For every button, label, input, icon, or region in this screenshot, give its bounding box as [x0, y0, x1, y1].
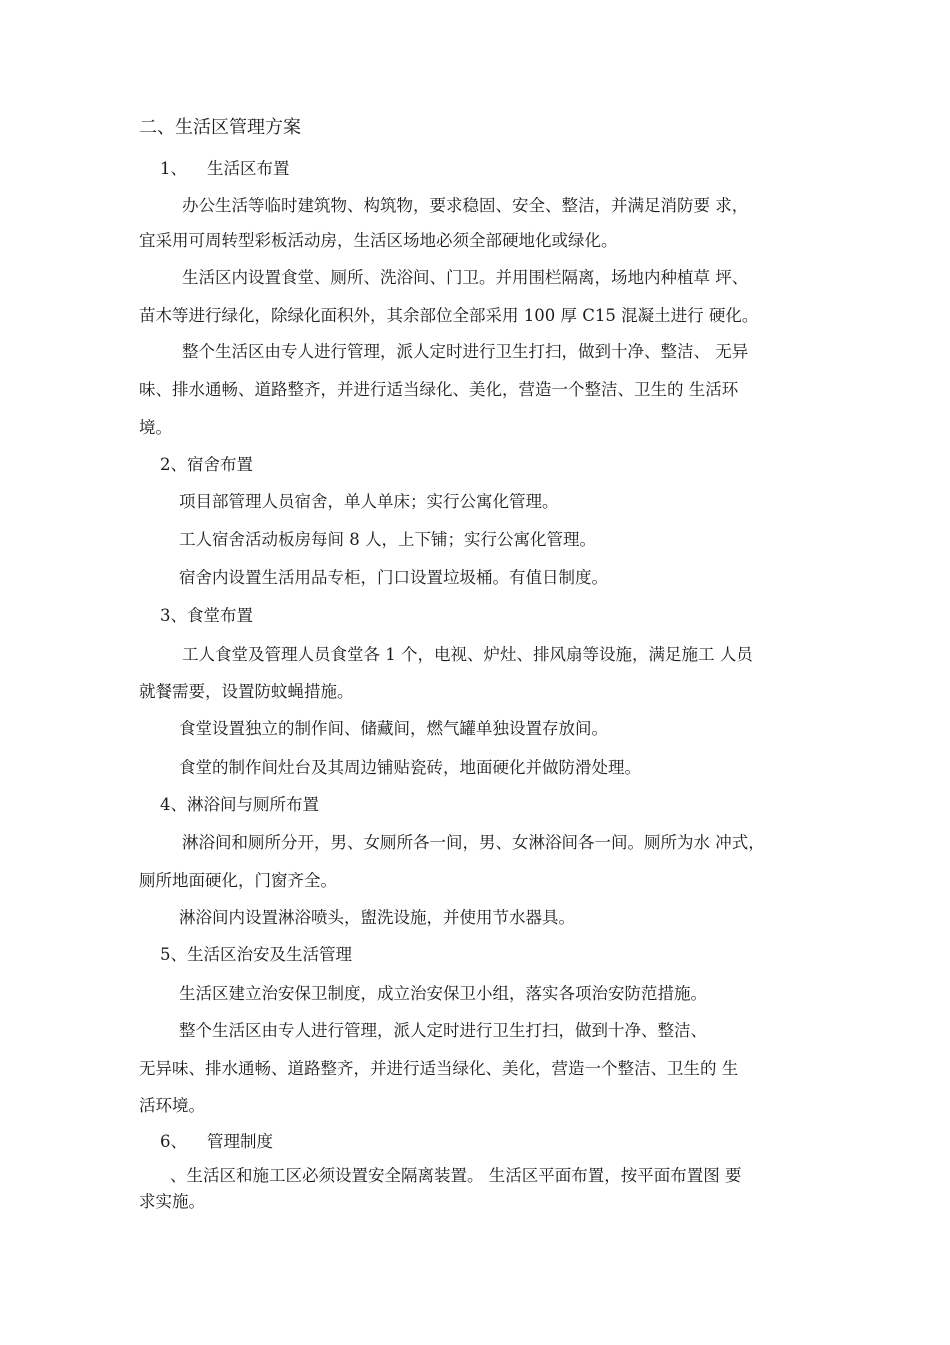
s3-p3: 食堂的制作间灶台及其周边铺贴瓷砖，地面硬化并做防滑处理。	[179, 758, 641, 777]
s1-p2-line2: 苗木等进行绿化，除绿化面积外，其余部位全部采用 100 厚 C15 混凝土进行 硬化。	[139, 306, 759, 325]
s1-p1-line1: 办公生活等临时建筑物、构筑物，要求稳固、安全、整洁，并满足消防要 求，	[182, 196, 749, 215]
document-title: 二、生活区管理方案	[139, 117, 301, 138]
s2-p3: 宿舍内设置生活用品专柜，门口设置垃圾桶。有值日制度。	[179, 568, 608, 587]
s4-p1-line1: 淋浴间和厕所分开，男、女厕所各一间，男、女淋浴间各一间。厕所为水 冲式，	[182, 833, 765, 852]
s1-p3-line1: 整个生活区由专人进行管理，派人定时进行卫生打扫，做到十净、整洁、 无异	[182, 342, 749, 361]
s3-p1-line2: 就餐需要，设置防蚊蝇措施。	[139, 682, 354, 701]
s1-p2-line1: 生活区内设置食堂、厕所、洗浴间、门卫。并用围栏隔离，场地内种植草 坪、	[182, 268, 749, 287]
section-4-heading: 4、淋浴间与厕所布置	[160, 795, 319, 814]
section-3-heading: 3、食堂布置	[160, 606, 253, 625]
s3-p2: 食堂设置独立的制作间、储藏间，燃气罐单独设置存放间。	[179, 719, 608, 738]
s6-p1-line2: 求实施。	[139, 1192, 205, 1211]
s5-p2-line3: 活环境。	[139, 1096, 205, 1115]
s4-p2: 淋浴间内设置淋浴喷头，盥洗设施，并使用节水器具。	[179, 908, 575, 927]
s5-p1: 生活区建立治安保卫制度，成立治安保卫小组，落实各项治安防范措施。	[179, 984, 707, 1003]
s1-p3-line3: 境。	[139, 418, 172, 437]
s2-p2: 工人宿舍活动板房每间 8 人，上下铺；实行公寓化管理。	[179, 530, 596, 549]
s1-p3-line2: 味、排水通畅、道路整齐，并进行适当绿化、美化，营造一个整洁、卫生的 生活环	[139, 380, 739, 399]
s5-p2-line1: 整个生活区由专人进行管理，派人定时进行卫生打扫，做到十净、整洁、	[179, 1021, 707, 1040]
s5-p2-line2: 无异味、排水通畅、道路整齐，并进行适当绿化、美化，营造一个整洁、卫生的 生	[139, 1059, 739, 1078]
s2-p1: 项目部管理人员宿舍，单人单床；实行公寓化管理。	[179, 492, 559, 511]
section-6-heading: 管理制度	[207, 1132, 273, 1151]
section-1-heading: 生活区布置	[207, 159, 290, 178]
section-1-number: 1、	[160, 159, 187, 178]
s1-p1-line2: 宜采用可周转型彩板活动房，生活区场地必须全部硬地化或绿化。	[139, 231, 618, 250]
section-6-number: 6、	[160, 1132, 187, 1151]
s4-p1-line2: 厕所地面硬化，门窗齐全。	[139, 871, 337, 890]
s6-p1-line1: 、生活区和施工区必须设置安全隔离装置。 生活区平面布置，按平面布置图 要	[170, 1166, 742, 1185]
section-5-heading: 5、生活区治安及生活管理	[160, 945, 352, 964]
s3-p1-line1: 工人食堂及管理人员食堂各 1 个，电视、炉灶、排风扇等设施，满足施工 人员	[182, 645, 753, 664]
section-2-heading: 2、宿舍布置	[160, 455, 253, 474]
